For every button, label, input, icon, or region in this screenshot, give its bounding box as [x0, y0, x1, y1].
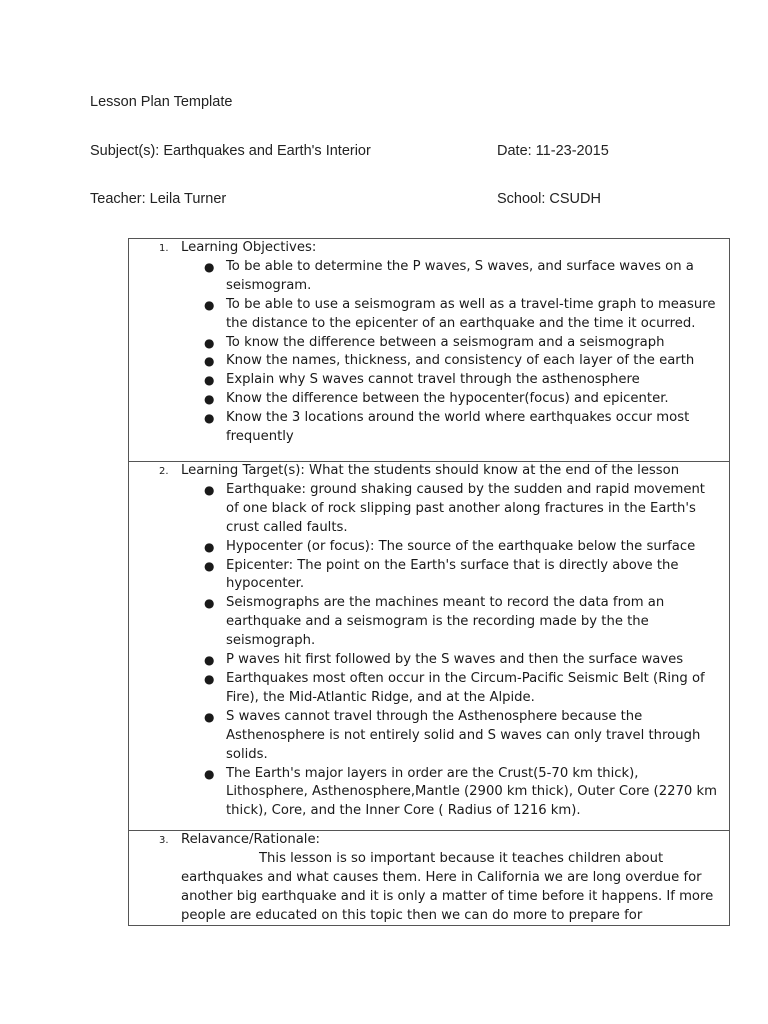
list-item: ● Epicenter: The point on the Earth's surface that is directly above the hypocenter. [204, 557, 679, 592]
list-item: ● Know the difference between the hypocenter(focus) and epicenter. [129, 390, 729, 409]
date-field: Date: 11-23-2015 [497, 143, 609, 159]
bullet-icon: ● [204, 373, 215, 388]
section-heading-text: Learning Target(s): What the students should know at the end of the lesson [181, 463, 680, 478]
bullet-icon: ● [204, 335, 215, 350]
section-number: 3. [159, 835, 169, 846]
bullet-icon: ● [204, 653, 215, 668]
bullet-icon: ● [204, 709, 215, 724]
bullet-icon: ● [204, 558, 215, 573]
section-heading [129, 831, 729, 850]
bullet-icon: ● [204, 411, 215, 426]
subject-field: Subject(s): Earthquakes and Earth's Interior [90, 143, 371, 159]
section-number: 2. [159, 466, 169, 477]
bullet-icon: ● [204, 482, 215, 497]
list-item: ● To be able to determine the P waves, S waves, and surface waves on a seismogram. [204, 258, 694, 293]
list-item: ● The Earth's major layers in order are the Crust(5-70 km thick), Lithosphere, Asthenosphere,Mantle (2900 km thick), Outer Core (2270 km thick), Core, and the Inner Core ( Radius of 1216 km). [204, 765, 717, 819]
bullet-icon: ● [204, 259, 215, 274]
school-field: School: CSUDH [497, 191, 601, 207]
bullet-icon: ● [204, 354, 215, 369]
list-item: ● To be able to use a seismogram as well as a travel-time graph to measure the distance to the epicenter of an earthquake and the time it ocurred. [204, 296, 716, 331]
bullet-icon: ● [204, 766, 215, 781]
teacher-field: Teacher: Leila Turner [90, 191, 227, 207]
list-item: ● Know the 3 locations around the world where earthquakes occur most frequently [204, 410, 690, 445]
section-heading-text: Learning Objectives: [181, 240, 317, 255]
bullet-icon: ● [204, 392, 215, 407]
list-item: ● Earthquake: ground shaking caused by the sudden and rapid movement of one black of rock slipping past another along fractures in the Earth's crust called faults. [204, 481, 705, 535]
rationale-paragraph: This lesson is so important because it teaches children about earthquakes and what causes them. Here in California we are long overdue for another big earthquake and it is only a matter of time before it happens. If more people are educated on this topic then we can do more to prepare for [181, 850, 714, 923]
list-item: ● Earthquakes most often occur in the Circum-Pacific Seismic Belt (Ring of Fire), the Mid-Atlantic Ridge, and at the Alpide. [204, 670, 705, 705]
list-item: ● Hypocenter (or focus): The source of the earthquake below the surface [129, 538, 729, 557]
document-title: Lesson Plan Template [90, 94, 233, 110]
targets-list [129, 481, 729, 821]
objectives-list [129, 258, 729, 447]
bullet-icon: ● [204, 596, 215, 611]
learning-objectives-section [128, 238, 730, 462]
list-item: ● S waves cannot travel through the Asthenosphere because the Asthenosphere is not entirely solid and S waves can only travel through solids. [204, 708, 701, 762]
learning-targets-section [128, 461, 730, 831]
section-heading [129, 462, 729, 481]
list-item: ● To know the difference between a seismogram and a seismograph [129, 334, 729, 353]
rationale-section [128, 830, 730, 926]
section-heading [129, 239, 729, 258]
list-item: ● Seismographs are the machines meant to record the data from an earthquake and a seismogram is the recording made by the the seismograph. [204, 595, 665, 649]
list-item: ● Know the names, thickness, and consistency of each layer of the earth [129, 352, 729, 371]
section-number: 1. [159, 243, 169, 254]
section-heading-text: Relavance/Rationale: [181, 832, 320, 847]
bullet-icon: ● [204, 297, 215, 312]
list-item: ● Explain why S waves cannot travel through the asthenosphere [129, 371, 729, 390]
list-item: ● P waves hit first followed by the S waves and then the surface waves [129, 651, 729, 670]
bullet-icon: ● [204, 539, 215, 554]
bullet-icon: ● [204, 671, 215, 686]
